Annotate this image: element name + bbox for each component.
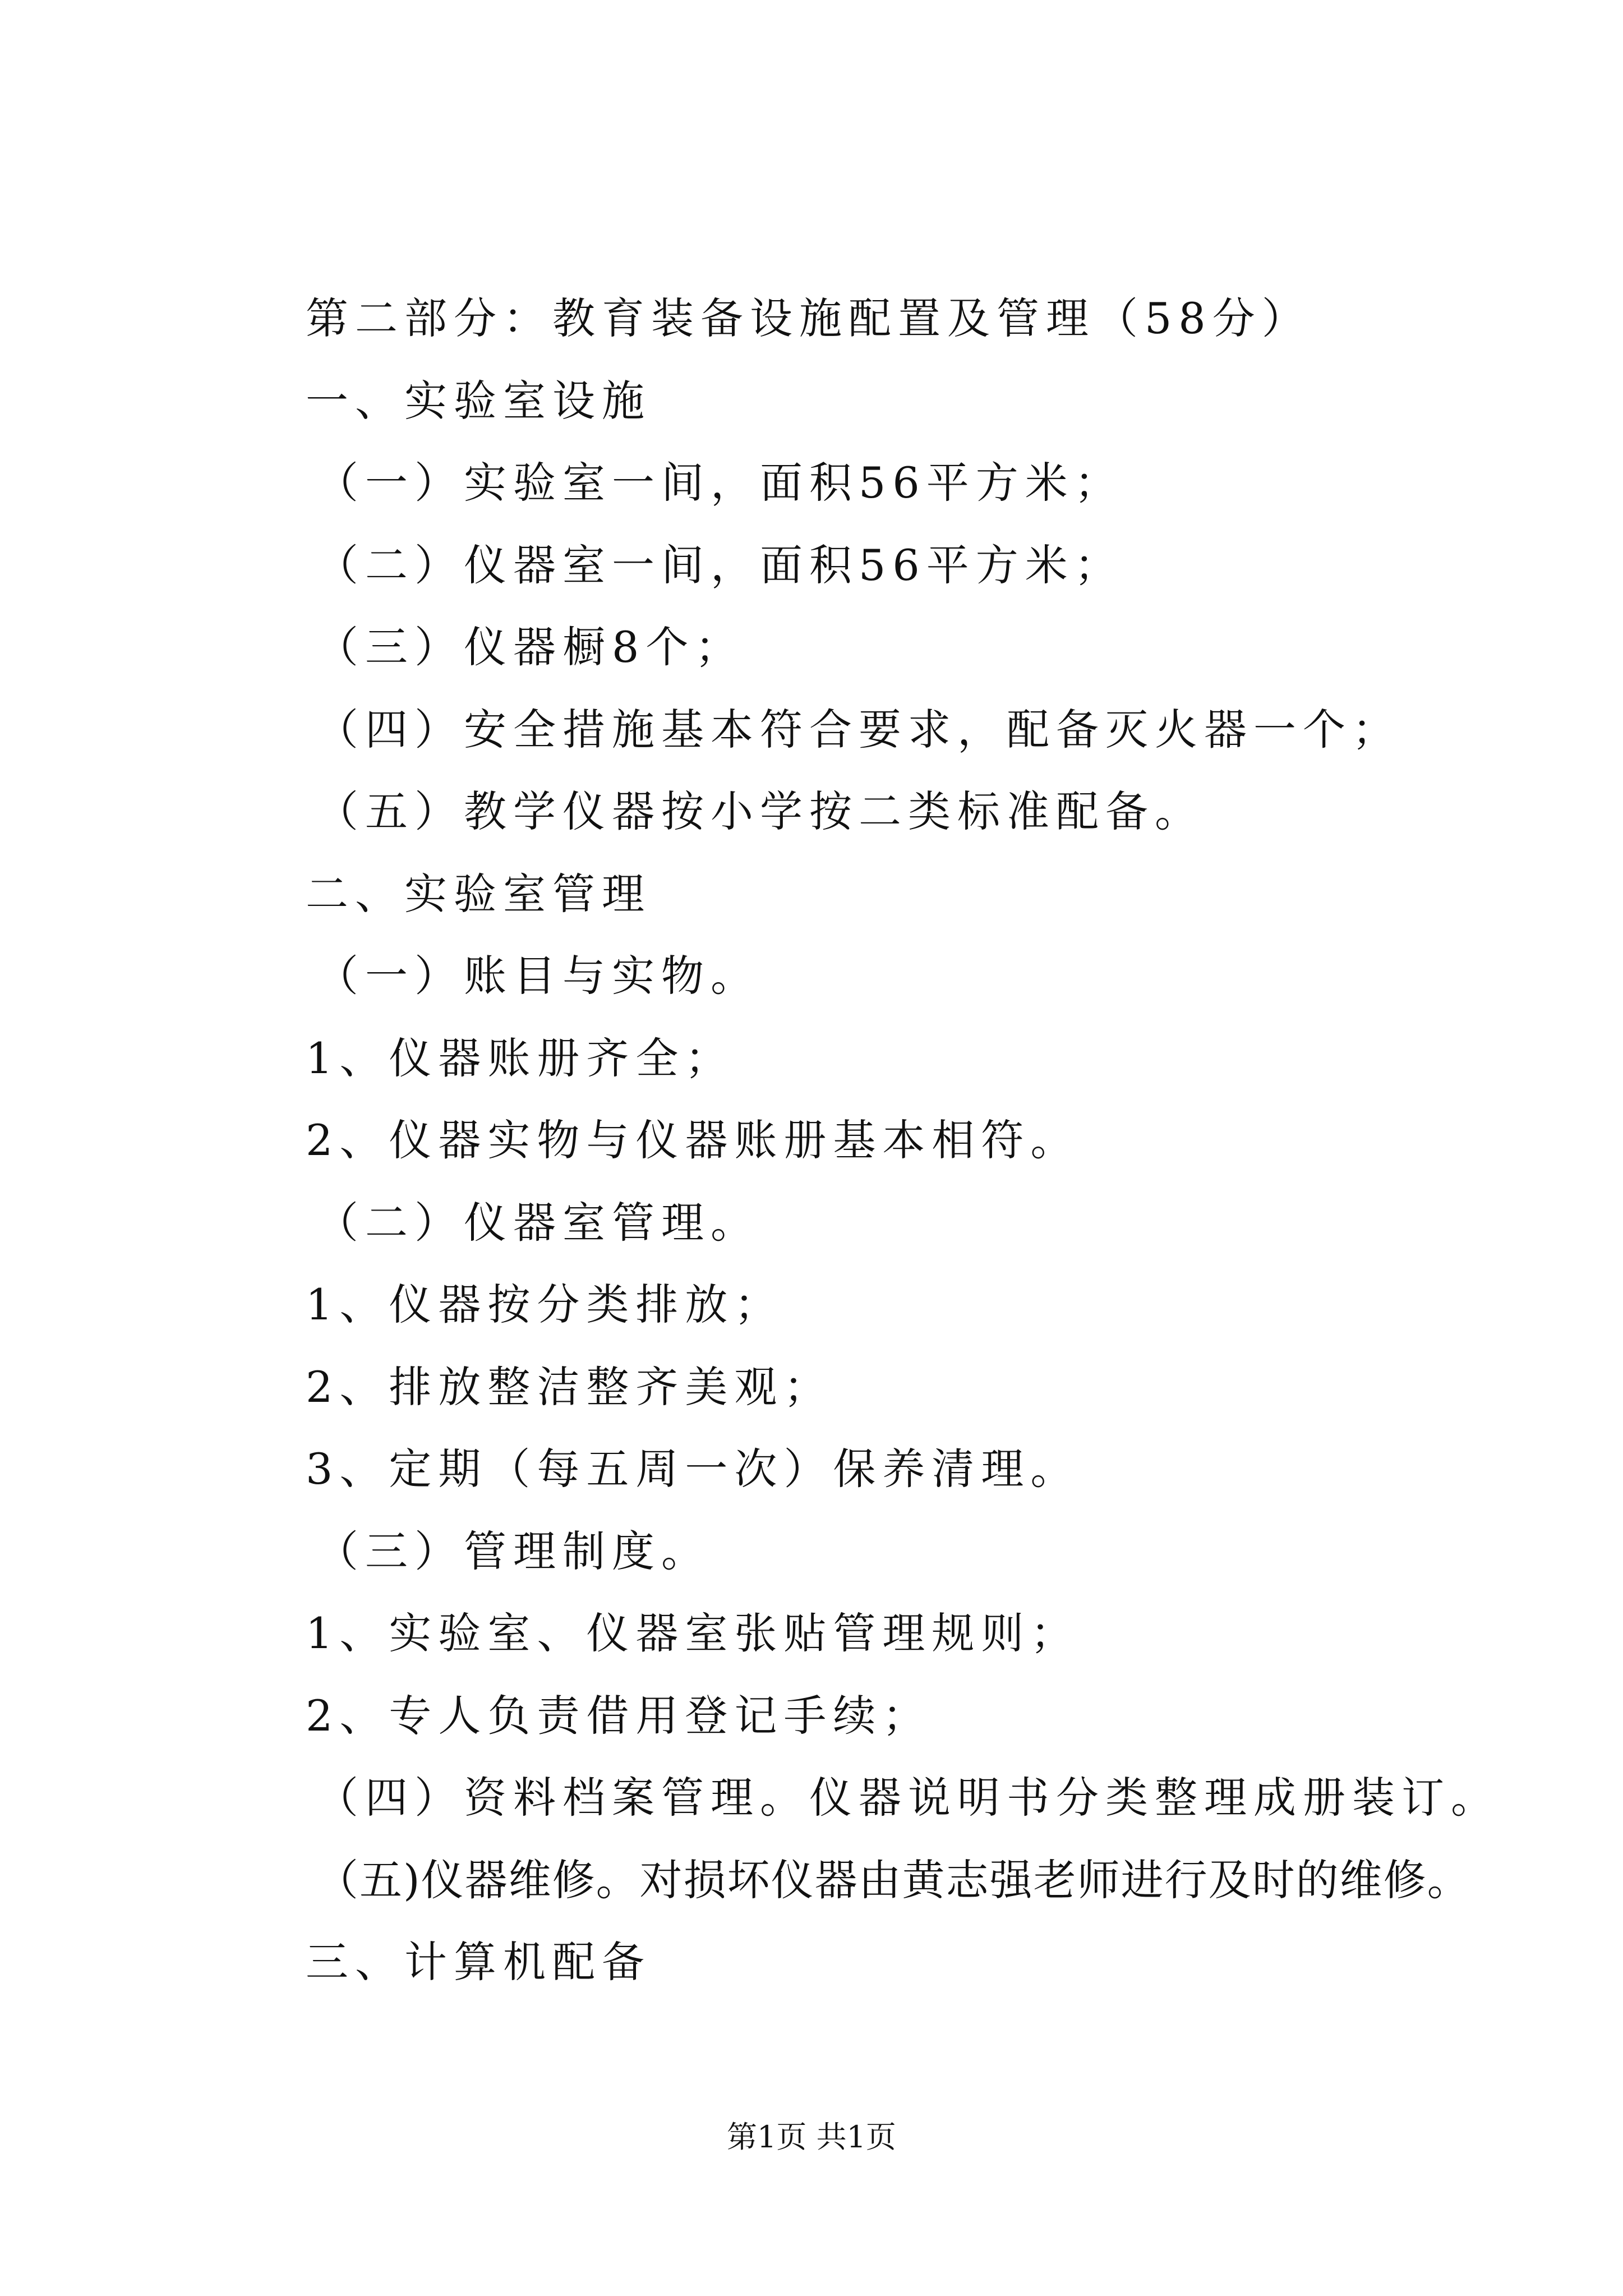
list-item: （二）仪器室一间，面积56平方米； (316, 540, 1124, 590)
heading-computer-equipment: 三、计算机配备 (306, 1937, 651, 1987)
paragraph: （五)仪器维修。对损坏仪器由黄志强老师进行及时的维修。 (316, 1855, 1471, 1905)
list-item: （三）仪器橱8个； (316, 622, 745, 672)
list-item: 2、排放整洁整齐美观； (306, 1361, 833, 1412)
list-item: 1、仪器账册齐全； (306, 1033, 735, 1083)
heading-lab-management: 二、实验室管理 (306, 868, 651, 919)
subheading: （二）仪器室管理。 (316, 1197, 760, 1248)
list-item: （五）教学仪器按小学按二类标准配备。 (316, 786, 1204, 836)
heading-lab-facilities: 一、实验室设施 (306, 375, 651, 426)
subheading: （三）管理制度。 (316, 1526, 711, 1576)
list-item: （四）安全措施基本符合要求，配备灭火器一个； (316, 704, 1401, 754)
page-footer: 第1页 共1页 (727, 2119, 896, 2155)
document-body (306, 278, 1596, 2004)
list-item: （一）实验室一间，面积56平方米； (316, 458, 1124, 508)
list-item: 1、实验室、仪器室张贴管理规则； (306, 1608, 1080, 1658)
list-item: 2、专人负责借用登记手续； (306, 1690, 932, 1741)
list-item: 3、定期（每五周一次）保养清理。 (306, 1444, 1080, 1494)
list-item: 1、仪器按分类排放； (306, 1280, 784, 1329)
subheading: （一）账目与实物。 (316, 951, 760, 1001)
paragraph: （四）资料档案管理。仪器说明书分类整理成册装订。 (316, 1773, 1500, 1823)
list-item: 2、仪器实物与仪器账册基本相符。 (306, 1115, 1080, 1165)
section-title: 第二部分：教育装备设施配置及管理（58分） (306, 293, 1311, 343)
